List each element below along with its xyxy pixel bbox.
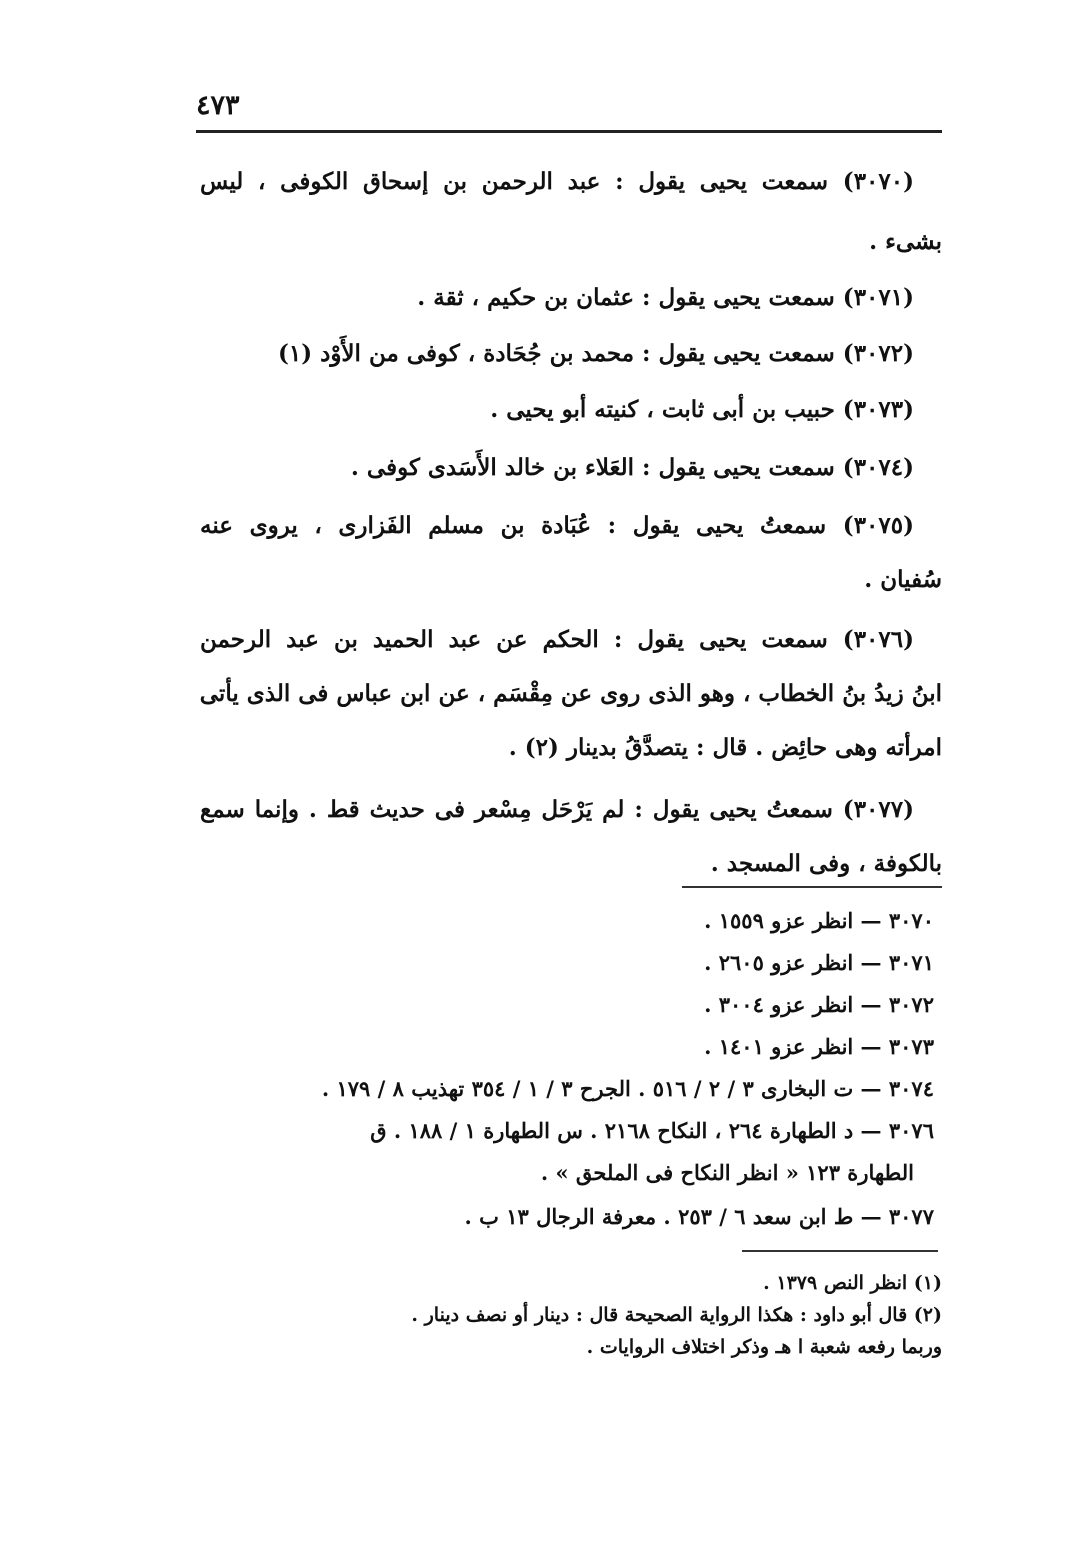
entry-3074: (٣٠٧٤) سمعت يحيى يقول : العَلاء بن خالد الأَسَدى كوفى . xyxy=(350,454,914,481)
entry-3073: (٣٠٧٣) حبيب بن أبى ثابت ، كنيته أبو يحيى . xyxy=(490,396,914,423)
entry-3070-line-2: بشىء . xyxy=(869,228,942,255)
note-3070: ٣٠٧٠ — انظر عزو ١٥٥٩ . xyxy=(704,908,934,933)
note-3076-line-1: ٣٠٧٦ — د الطهارة ٢٦٤ ، النكاح ٢١٦٨ . س الطهارة ١ / ١٨٨ . ق xyxy=(370,1118,934,1143)
note-3074: ٣٠٧٤ — ت البخارى ٣ / ٢ / ٥١٦ . الجرح ٣ / ١ / ٣٥٤ تهذيب ٨ / ١٧٩ . xyxy=(321,1076,934,1101)
entry-3070-line-1: (٣٠٧٠) سمعت يحيى يقول : عبد الرحمن بن إسحاق الكوفى ، ليس xyxy=(200,168,914,195)
footnote-2-line-2: وربما رفعه شعبة ا هـ وذكر اختلاف الروايات . xyxy=(586,1336,942,1358)
note-3071: ٣٠٧١ — انظر عزو ٢٦٠٥ . xyxy=(704,950,934,975)
note-3076-line-2: الطهارة ١٢٣ « انظر النكاح فى الملحق » . xyxy=(540,1160,914,1185)
footnote-2-line-1: (٢) قال أبو داود : هكذا الرواية الصحيحة قال : دينار أو نصف دينار . xyxy=(411,1304,942,1326)
note-3073: ٣٠٧٣ — انظر عزو ١٤٠١ . xyxy=(704,1034,934,1059)
page-number: ٤٧٣ xyxy=(196,90,240,121)
entry-3076-line-1: (٣٠٧٦) سمعت يحيى يقول : الحكم عن عبد الحميد بن عبد الرحمن xyxy=(200,626,914,653)
entry-3076-line-3: امرأته وهى حائِض . قال : يتصدَّقُ بدينار (٢) . xyxy=(508,734,942,761)
entry-3072: (٣٠٧٢) سمعت يحيى يقول : محمد بن جُحَادة ، كوفى من الأَوْد (١) xyxy=(277,340,914,367)
header-rule xyxy=(196,130,942,133)
entry-3077-line-2: بالكوفة ، وفى المسجد . xyxy=(710,850,942,877)
note-3077: ٣٠٧٧ — ط ابن سعد ٦ / ٢٥٣ . معرفة الرجال ١٣ ب . xyxy=(464,1204,934,1229)
footnote-1: (١) انظر النص ١٣٧٩ . xyxy=(763,1272,942,1294)
entry-3075-line-1: (٣٠٧٥) سمعتُ يحيى يقول : عُبَادة بن مسلم الفَزارى ، يروى عنه xyxy=(200,512,914,539)
entry-3077-line-1: (٣٠٧٧) سمعتُ يحيى يقول : لم يَرْحَل مِسْعر فى حديث قط . وإنما سمع xyxy=(200,796,914,823)
entry-3075-line-2: سُفيان . xyxy=(864,566,942,593)
notes-separator xyxy=(682,886,942,888)
footnote-separator xyxy=(742,1250,938,1252)
note-3072: ٣٠٧٢ — انظر عزو ٣٠٠٤ . xyxy=(704,992,934,1017)
entry-3076-line-2: ابنُ زيدُ بنُ الخطاب ، وهو الذى روى عن مِقْسَم ، عن ابن عباس فى الذى يأتى xyxy=(199,680,942,707)
entry-3071: (٣٠٧١) سمعت يحيى يقول : عثمان بن حكيم ، ثقة . xyxy=(417,284,914,311)
